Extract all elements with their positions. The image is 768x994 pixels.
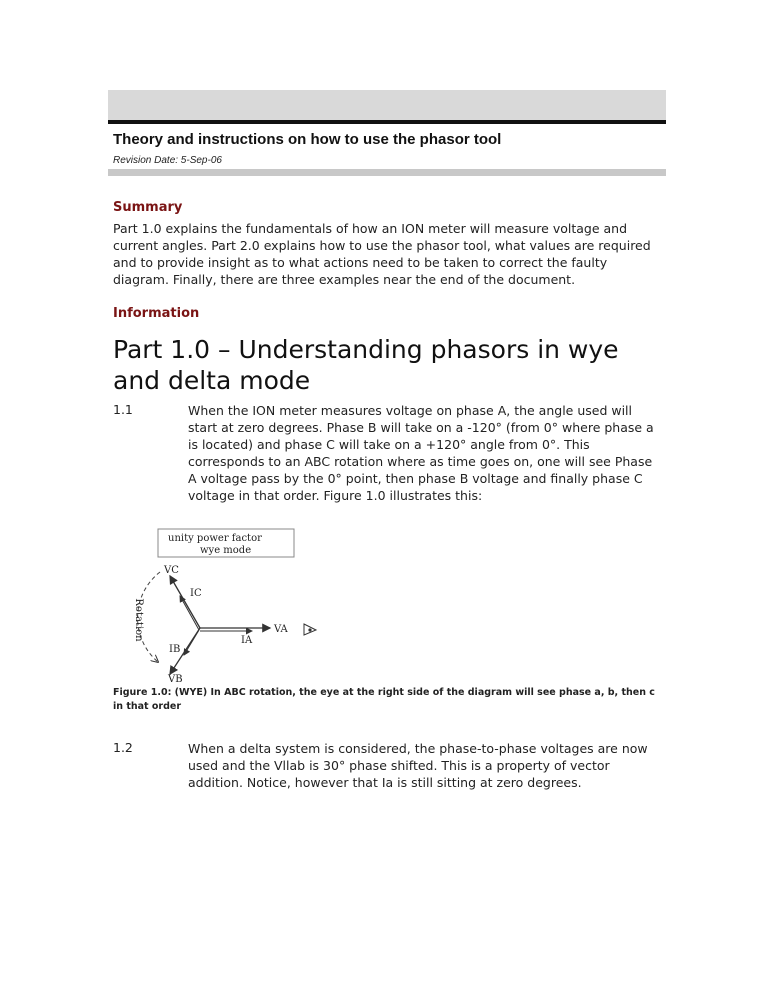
legend-line-2: wye mode: [200, 545, 252, 556]
va-label: VA: [274, 624, 288, 635]
revision-date: Revision Date: 5-Sep-06: [113, 155, 222, 166]
document-title: Theory and instructions on how to use the phasor tool: [113, 131, 502, 148]
divider: [108, 169, 666, 176]
legend-line-1: unity power factor: [168, 533, 262, 544]
item-number: 1.1: [113, 402, 133, 417]
header-band: [108, 90, 666, 120]
ic-label: IC: [190, 588, 202, 599]
item-number: 1.2: [113, 740, 133, 755]
eye-icon: [304, 624, 316, 635]
vc-phasor: [170, 576, 200, 628]
ia-label: IA: [241, 635, 253, 646]
summary-heading: Summary: [113, 200, 183, 215]
item-text: When a delta system is considered, the phase-to-phase voltages are now used and the Vllab is 30° phase shifted. This is a property of vector addition. Notice, however that Ia is still sitting at zero degrees.: [188, 741, 648, 790]
ib-phasor: [184, 630, 199, 655]
part-title: Part 1.0 – Understanding phasors in wye and delta mode: [113, 335, 619, 395]
phasor-figure: [110, 524, 325, 682]
header-rule: [108, 120, 666, 124]
information-heading: Information: [113, 306, 200, 321]
item-text: When the ION meter measures voltage on phase A, the angle used will start at zero degrees. Phase B will take on a -120° (from 0° where phase a is located) and phase C will take on a +120° angle from 0°. This corresponds to an ABC rotation where as time goes on, one will see Phase A voltage pass by the 0° point, then phase B voltage and finally phase C voltage in that order. Figure 1.0 illustrates this:: [188, 403, 654, 503]
phasor-diagram: [110, 524, 325, 682]
figure-caption: Figure 1.0: (WYE) In ABC rotation, the eye at the right side of the diagram will see phase a, b, then c in that order: [113, 687, 655, 712]
vc-label: VC: [164, 565, 179, 576]
ic-phasor: [180, 596, 199, 630]
vb-label: VB: [168, 674, 183, 682]
rotation-label: Rotation: [133, 598, 144, 642]
ib-label: IB: [169, 644, 181, 655]
summary-text: Part 1.0 explains the fundamentals of how an ION meter will measure voltage and current angles. Part 2.0 explains how to use the phasor tool, what values are required and to provide insight as to what actions need to be taken to correct the faulty diagram. Finally, there are three examples near the end of the document.: [113, 221, 651, 287]
